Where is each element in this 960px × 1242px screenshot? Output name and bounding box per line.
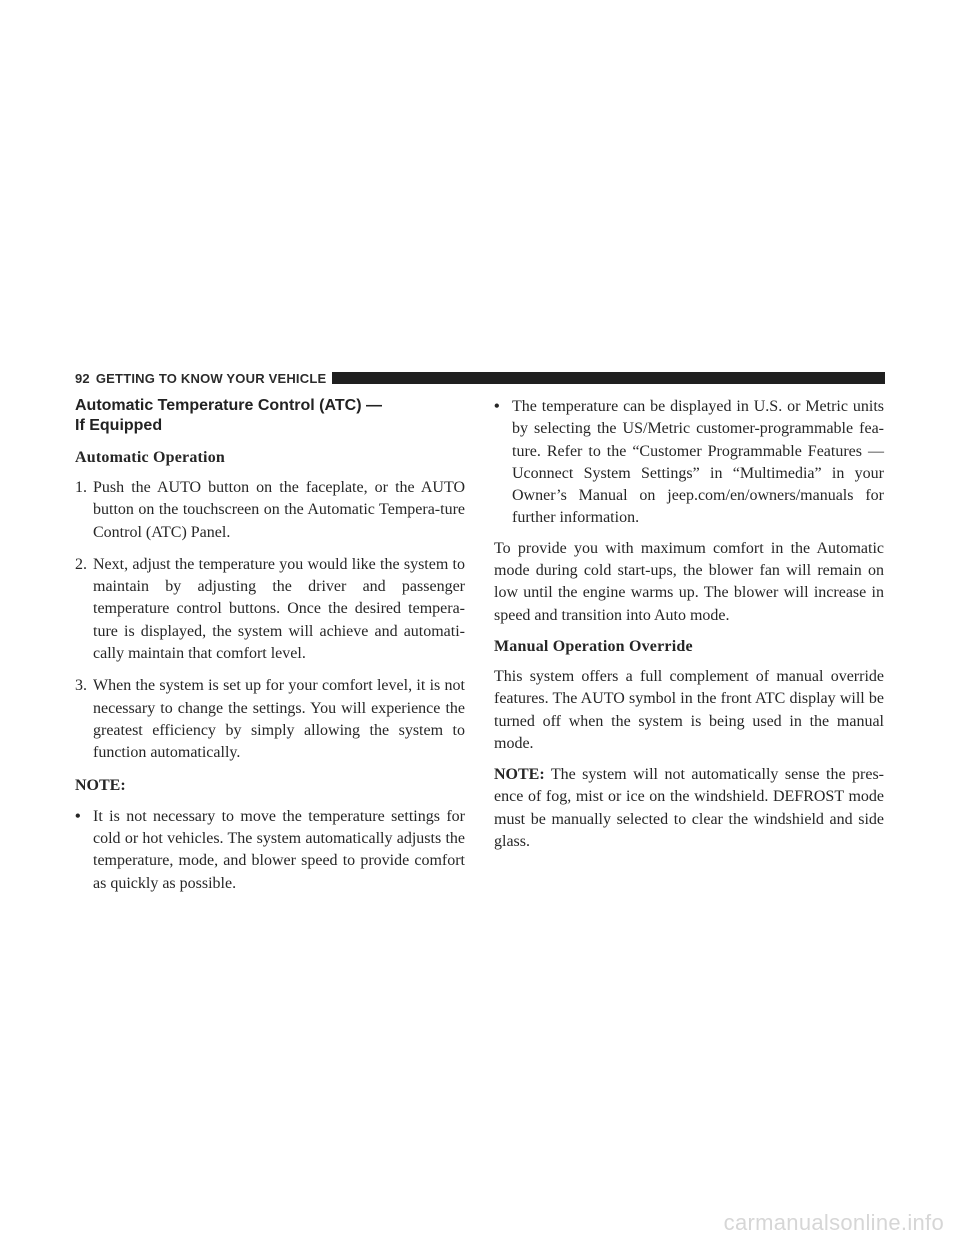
paragraph-manual-override: This system offers a full complement of manual override features. The AUTO symbol in the front ATC display will be turned off when the system is being used in the manual mode. [494,667,884,752]
step-item [75,675,465,764]
step-number: 2. [75,555,87,573]
step-text: When the system is set up for your comfort level, it is not necessary to change the settings. You will experience the greatest efficiency by simply allowing the system to function automatically. [93,677,465,762]
header-rule [332,372,885,384]
step-item [75,554,465,665]
step-item [75,477,465,544]
bullet-text: The temperature can be displayed in U.S. or Metric units by selecting the US/Metric customer-programmable fea-ture. Refer to the “Customer Programmable Features — Uconnect System Settings” in “Multimedia” in your Owner’s Manual on jeep.com/en/owners/manuals for further information. [512,398,884,527]
page-header [75,370,885,386]
step-text: Push the AUTO button on the faceplate, or the AUTO button on the touchscreen on the Automatic Tempera-ture Control (ATC) Panel. [93,479,465,541]
bullet-text: It is not necessary to move the temperature settings for cold or hot vehicles. The system automatically adjusts the temperature, mode, and blower speed to provide comfort as quickly as possible. [93,807,465,892]
step-number: 1. [75,479,87,496]
left-column [75,396,465,903]
bullet-item [494,396,884,530]
bullet-item [75,806,465,895]
subheading-automatic-operation: Automatic Operation [75,449,226,466]
right-column [494,396,884,862]
subheading-manual-override: Manual Operation Override [494,637,693,655]
note-text: The system will not automatically sense the pres-ence of fog, mist or ice on the windshield. DEFROST mode must be manually selected to clear the windshield and side glass. [494,766,884,851]
bullet-icon: • [75,807,81,825]
watermark: carmanualsonline.info [723,1210,944,1235]
heading-line-2: If Equipped [75,416,163,434]
note-paragraph [494,764,884,853]
heading-line-1: Automatic Temperature Control (ATC) — [75,397,382,414]
note-label: NOTE: [75,776,126,794]
bullet-icon: • [494,398,500,415]
note-label: NOTE: [494,766,545,784]
paragraph-cold-start: To provide you with maximum comfort in the Automatic mode during cold start-ups, the blower fan will remain on low until the engine warms up. The blower will increase in speed and transition into Auto mode. [494,539,884,624]
page-number: 92 [75,370,90,386]
step-text: Next, adjust the temperature you would like the system to maintain by adjusting the driver and passenger temperature control buttons. Once the desired tempera-ture is displayed, the system will achieve and automati-cally maintain that comfort level. [93,555,465,663]
step-number: 3. [75,677,87,695]
section-title: GETTING TO KNOW YOUR VEHICLE [95,370,327,386]
section-heading [75,396,465,435]
